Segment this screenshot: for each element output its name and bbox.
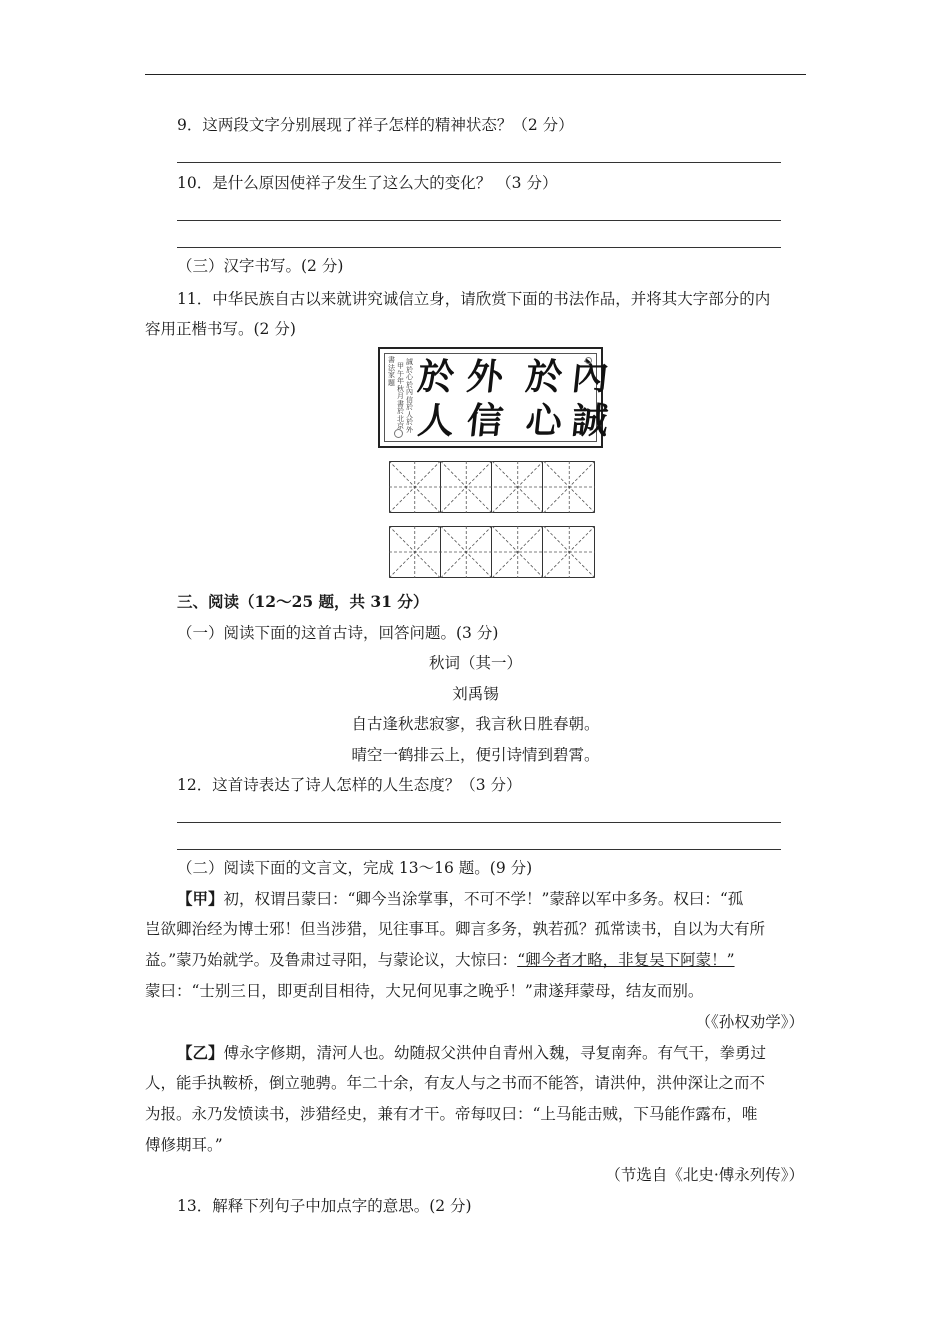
writing-grid[interactable] — [389, 461, 595, 513]
calligraphy-char: 內 — [569, 356, 611, 398]
calligraphy-char: 於 — [523, 356, 565, 398]
calligraphy-char: 於 — [415, 356, 457, 398]
passage-jia-source: （《孙权劝学》） — [695, 1013, 804, 1031]
writing-grid[interactable] — [389, 526, 595, 578]
calligraphy-inscription: 甲午年秋月書於北京 — [397, 362, 404, 430]
calligraphy-char: 人 — [415, 400, 457, 442]
calligraphy-char: 心 — [523, 400, 565, 442]
passage-text: 初，权谓吕蒙曰：“卿今当涂掌事，不可不学！”蒙辞以军中多务。权曰：“孤 — [223, 890, 744, 908]
classical-intro: （二）阅读下面的文言文，完成 13～16 题。(9 分) — [177, 859, 533, 877]
passage-yi-line2: 人，能手执鞍桥，倒立驰骋。年二十余，有友人与之书而不能答，请洪仲，洪仲深让之而不 — [145, 1074, 766, 1092]
question-13: 13．解释下列句子中加点字的意思。(2 分) — [177, 1197, 472, 1215]
calligraphy-char: 外 — [464, 356, 506, 398]
passage-jia-line2: 岂欲卿治经为博士邪！但当涉猎，见往事耳。卿言多务，孰若孤？孤常读书，自以为大有所 — [145, 920, 766, 938]
seal-icon — [394, 429, 403, 438]
passage-yi-line3: 为报。永乃发愤读书，涉猎经史，兼有才干。帝每叹曰：“上马能击贼，下马能作露布，唯 — [145, 1105, 758, 1123]
calligraphy-char: 信 — [464, 400, 506, 442]
poem-title: 秋词（其一） — [428, 654, 522, 672]
answer-line[interactable] — [177, 822, 781, 823]
passage-jia-line4: 蒙曰：“士别三日，即更刮目相待，大兄何见事之晚乎！”肃遂拜蒙母，结友而别。 — [145, 982, 704, 1000]
question-11-line2: 容用正楷书写。(2 分) — [145, 320, 296, 338]
calligraphy-artwork — [378, 347, 611, 448]
answer-line[interactable] — [177, 220, 781, 221]
answer-line[interactable] — [177, 849, 781, 850]
calligraphy-inscription: 誠於心於內信於人於外 — [406, 358, 413, 434]
question-12: 12．这首诗表达了诗人怎样的人生态度？（3 分） — [177, 776, 522, 794]
passage-label: 【甲】 — [177, 889, 224, 908]
question-10: 10．是什么原因使祥子发生了这么大的变化？ （3 分） — [177, 174, 558, 192]
poem-line-1: 自古逢秋悲寂寥，我言秋日胜春朝。 — [351, 715, 600, 733]
question-9: 9．这两段文字分别展现了祥子怎样的精神状态？（2 分） — [177, 116, 574, 134]
passage-yi-line1 — [177, 1042, 766, 1064]
calligraphy-inscription: 書法家題 — [388, 356, 395, 387]
section-heading: （三）汉字书写。(2 分) — [177, 257, 344, 275]
header-rule — [145, 74, 806, 75]
writing-grid-row-1[interactable] — [389, 461, 595, 513]
seal-icon — [585, 357, 592, 364]
answer-line[interactable] — [177, 247, 781, 248]
answer-line[interactable] — [177, 162, 781, 163]
poem-line-2: 晴空一鹤排云上，便引诗情到碧霄。 — [351, 746, 600, 764]
passage-label: 【乙】 — [177, 1043, 224, 1062]
poem-author: 刘禹锡 — [452, 685, 499, 703]
question-11-line1: 11．中华民族自古以来就讲究诚信立身，请欣赏下面的书法作品，并将其大字部分的内 — [177, 290, 771, 308]
writing-grid-row-2[interactable] — [389, 526, 595, 578]
passage-jia-line1 — [177, 888, 743, 910]
passage-text: 傅永字修期，清河人也。幼随叔父洪仲自青州入魏，寻复南奔。有气干，拳勇过 — [223, 1044, 767, 1062]
passage-yi-source: （节选自《北史·傅永列传》） — [605, 1166, 804, 1184]
passage-text: 益。”蒙乃始就学。及鲁肃过寻阳，与蒙论议，大惊曰： — [145, 951, 518, 969]
poem-intro: （一）阅读下面的这首古诗，回答问题。(3 分) — [177, 624, 499, 642]
passage-jia-line3 — [145, 949, 735, 971]
underlined-sentence: “卿今者才略，非复吴下阿蒙！” — [517, 951, 735, 969]
part-3-title: 三、阅读（12～25 题，共 31 分） — [177, 592, 429, 611]
passage-yi-line4: 傅修期耳。” — [145, 1136, 223, 1154]
calligraphy-char: 誠 — [569, 400, 611, 442]
